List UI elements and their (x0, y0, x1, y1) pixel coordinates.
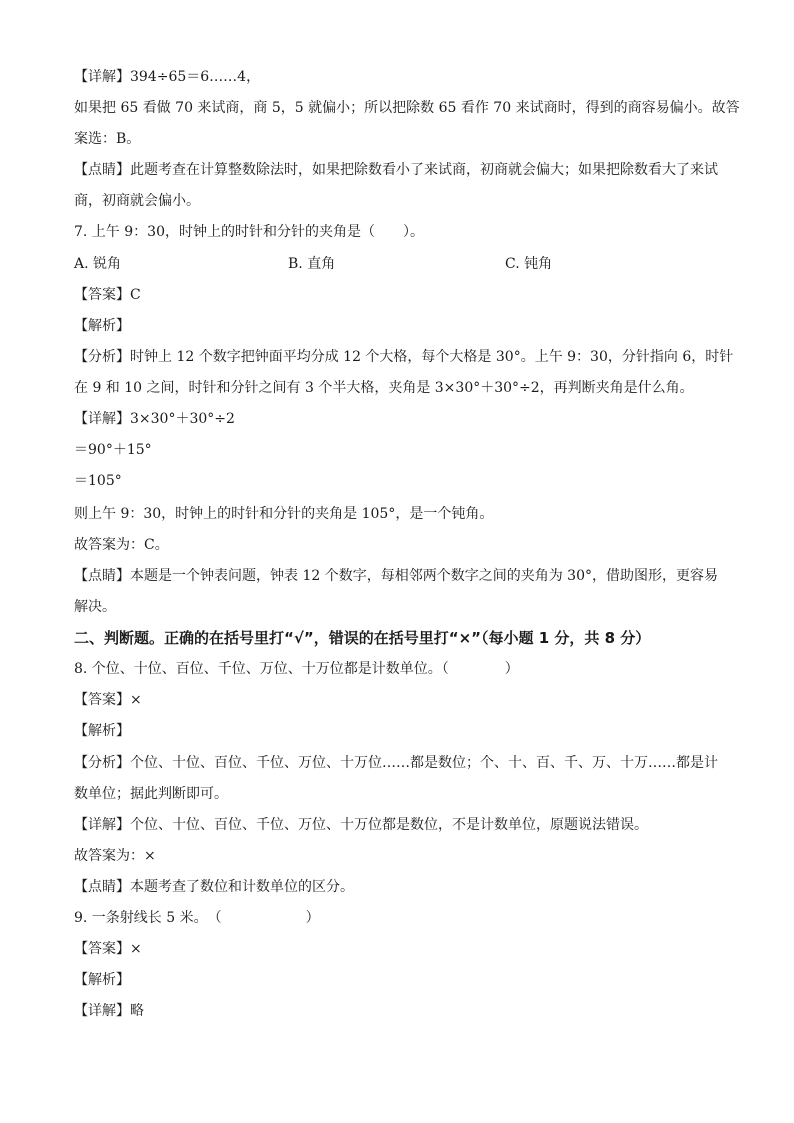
analysis-heading: 【解析】 (74, 723, 130, 739)
analysis-line: 数单位；据此判断即可。 (74, 786, 228, 802)
explanation-line: 【详解】394÷65＝6……4， (74, 69, 261, 85)
question-8: 8. 个位、十位、百位、千位、万位、十万位都是计数单位。（ ） (74, 661, 519, 677)
section-heading-judgment: 二、判断题。正确的在括号里打“√”，错误的在括号里打“×”（每小题 1 分，共 8 分） (74, 629, 651, 647)
option-c: C. 钝角 (505, 256, 553, 272)
detail-line: ＝90°＋15° (74, 442, 152, 458)
analysis-line: 【分析】个位、十位、百位、千位、万位、十万位……都是数位；个、十、百、千、万、十万……都是计 (74, 755, 718, 771)
detail-line: 【详解】3×30°＋30°÷2 (74, 411, 235, 427)
answer-line: 【答案】× (74, 941, 142, 957)
tip-line: 【点睛】本题是一个钟表问题，钟表 12 个数字，每相邻两个数字之间的夹角为 30°，借助图形，更容易 (74, 568, 718, 584)
tip-line: 【点睛】此题考查在计算整数除法时，如果把除数看小了来试商，初商就会偏大；如果把除数看大了来试 (74, 162, 718, 178)
explanation-line: 案选：B。 (74, 131, 141, 147)
analysis-line: 【分析】时钟上 12 个数字把钟面平均分成 12 个大格，每个大格是 30°。上午 9：30，分针指向 6，时针 (74, 349, 734, 365)
conclusion-line: 故答案为：× (74, 848, 156, 864)
conclusion-line: 故答案为：C。 (74, 537, 169, 553)
detail-line: ＝105° (74, 473, 122, 489)
explanation-line: 如果把 65 看做 70 来试商，商 5，5 就偏小；所以把除数 65 看作 70 来试商时，得到的商容易偏小。故答 (74, 100, 740, 116)
question-9: 9. 一条射线长 5 米。 （ ） (74, 910, 320, 926)
analysis-heading: 【解析】 (74, 972, 130, 988)
detail-line: 【详解】略 (74, 1003, 144, 1019)
tip-line: 商，初商就会偏小。 (74, 193, 200, 209)
detail-line: 则上午 9：30，时钟上的时针和分针的夹角是 105°，是一个钝角。 (74, 506, 494, 522)
tip-line: 解决。 (74, 599, 116, 615)
question-7: 7. 上午 9：30，时钟上的时针和分针的夹角是（ ）。 (74, 224, 424, 240)
option-b: B. 直角 (288, 256, 336, 272)
analysis-heading: 【解析】 (74, 318, 130, 334)
answer-line: 【答案】× (74, 692, 142, 708)
tip-line: 【点睛】本题考查了数位和计数单位的区分。 (74, 879, 354, 895)
answer-line: 【答案】C (74, 287, 141, 303)
option-a: A. 锐角 (74, 256, 122, 272)
detail-line: 【详解】个位、十位、百位、千位、万位、十万位都是数位，不是计数单位，原题说法错误。 (74, 817, 648, 833)
analysis-line: 在 9 和 10 之间，时针和分针之间有 3 个半大格，夹角是 3×30°＋30°÷2，再判断夹角是什么角。 (74, 380, 694, 396)
